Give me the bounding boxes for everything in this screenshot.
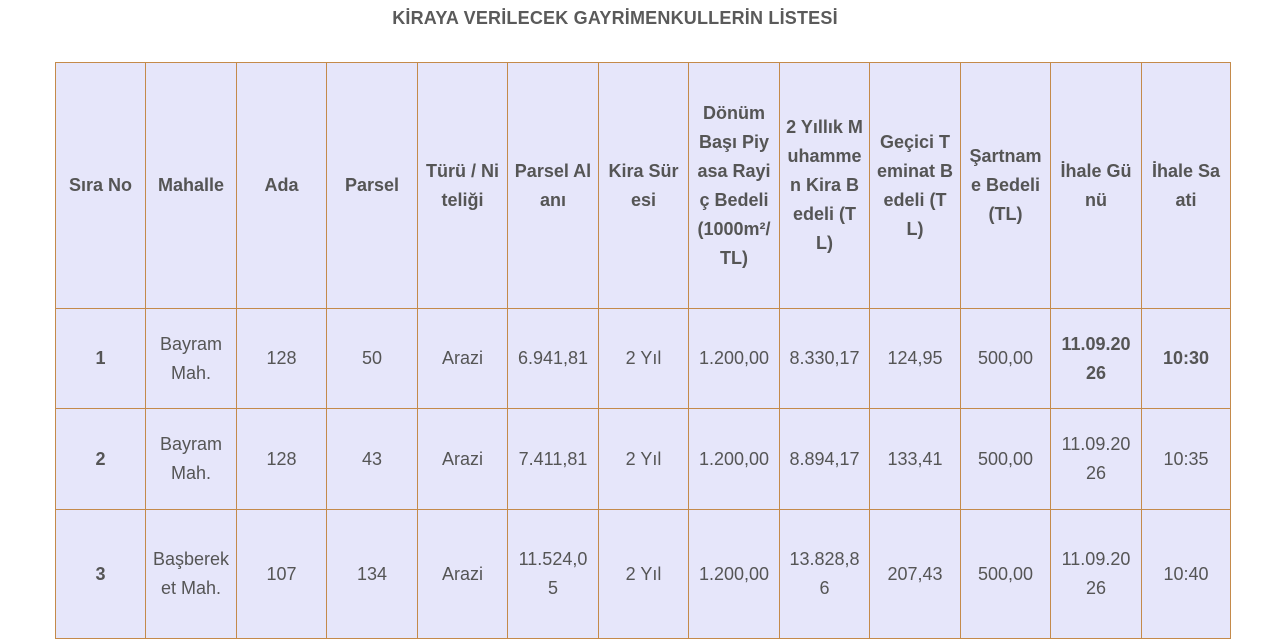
- cell-ihale-saati: 10:30: [1142, 309, 1231, 409]
- table-header-row: [56, 63, 1231, 309]
- cell-turu: Arazi: [418, 510, 508, 639]
- cell-sira-no: 1: [56, 309, 146, 409]
- header-turu: Türü / Niteliği: [418, 63, 508, 309]
- cell-teminat: 124,95: [870, 309, 961, 409]
- cell-parsel: 50: [327, 309, 418, 409]
- cell-parsel: 43: [327, 409, 418, 510]
- header-mahalle: Mahalle: [146, 63, 237, 309]
- cell-ihale-saati: 10:35: [1142, 409, 1231, 510]
- header-ihale-saati: İhale Saati: [1142, 63, 1231, 309]
- header-teminat: Geçici Teminat Bedeli (TL): [870, 63, 961, 309]
- property-table: [55, 62, 1231, 639]
- cell-turu: Arazi: [418, 409, 508, 510]
- cell-sartname: 500,00: [961, 510, 1051, 639]
- header-ihale-gunu: İhale Günü: [1051, 63, 1142, 309]
- cell-ihale-gunu: 11.09.2026: [1051, 510, 1142, 639]
- header-sira-no: Sıra No: [56, 63, 146, 309]
- cell-ada: 128: [237, 309, 327, 409]
- header-sartname: Şartname Bedeli (TL): [961, 63, 1051, 309]
- header-kira-bedeli: 2 Yıllık Muhammen Kira Bedeli (TL): [780, 63, 870, 309]
- cell-kira-suresi: 2 Yıl: [599, 309, 689, 409]
- cell-turu: Arazi: [418, 309, 508, 409]
- table-row: [56, 409, 1231, 510]
- header-rayic-bedeli: Dönüm Başı Piyasa Rayiç Bedeli (1000m²/TL): [689, 63, 780, 309]
- cell-sartname: 500,00: [961, 409, 1051, 510]
- header-kira-suresi: Kira Süresi: [599, 63, 689, 309]
- header-ada: Ada: [237, 63, 327, 309]
- cell-kira-bedeli: 8.330,17: [780, 309, 870, 409]
- cell-ihale-saati: 10:40: [1142, 510, 1231, 639]
- cell-sira-no: 3: [56, 510, 146, 639]
- header-parsel-alani: Parsel Alanı: [508, 63, 599, 309]
- cell-ada: 107: [237, 510, 327, 639]
- cell-parsel-alani: 11.524,05: [508, 510, 599, 639]
- cell-ihale-gunu: 11.09.2026: [1051, 409, 1142, 510]
- cell-sira-no: 2: [56, 409, 146, 510]
- cell-kira-suresi: 2 Yıl: [599, 409, 689, 510]
- cell-ada: 128: [237, 409, 327, 510]
- cell-rayic-bedeli: 1.200,00: [689, 510, 780, 639]
- cell-sartname: 500,00: [961, 309, 1051, 409]
- cell-ihale-gunu: 11.09.2026: [1051, 309, 1142, 409]
- header-parsel: Parsel: [327, 63, 418, 309]
- cell-parsel-alani: 6.941,81: [508, 309, 599, 409]
- cell-mahalle: Bayram Mah.: [146, 309, 237, 409]
- cell-parsel-alani: 7.411,81: [508, 409, 599, 510]
- cell-teminat: 133,41: [870, 409, 961, 510]
- cell-mahalle: Bayram Mah.: [146, 409, 237, 510]
- cell-mahalle: Başbereket Mah.: [146, 510, 237, 639]
- cell-teminat: 207,43: [870, 510, 961, 639]
- table-row: [56, 309, 1231, 409]
- cell-parsel: 134: [327, 510, 418, 639]
- cell-kira-bedeli: 8.894,17: [780, 409, 870, 510]
- page-title: KİRAYA VERİLECEK GAYRİMENKULLERİN LİSTESİ: [392, 8, 838, 28]
- cell-kira-suresi: 2 Yıl: [599, 510, 689, 639]
- cell-rayic-bedeli: 1.200,00: [689, 409, 780, 510]
- table-row: [56, 510, 1231, 639]
- cell-rayic-bedeli: 1.200,00: [689, 309, 780, 409]
- cell-kira-bedeli: 13.828,86: [780, 510, 870, 639]
